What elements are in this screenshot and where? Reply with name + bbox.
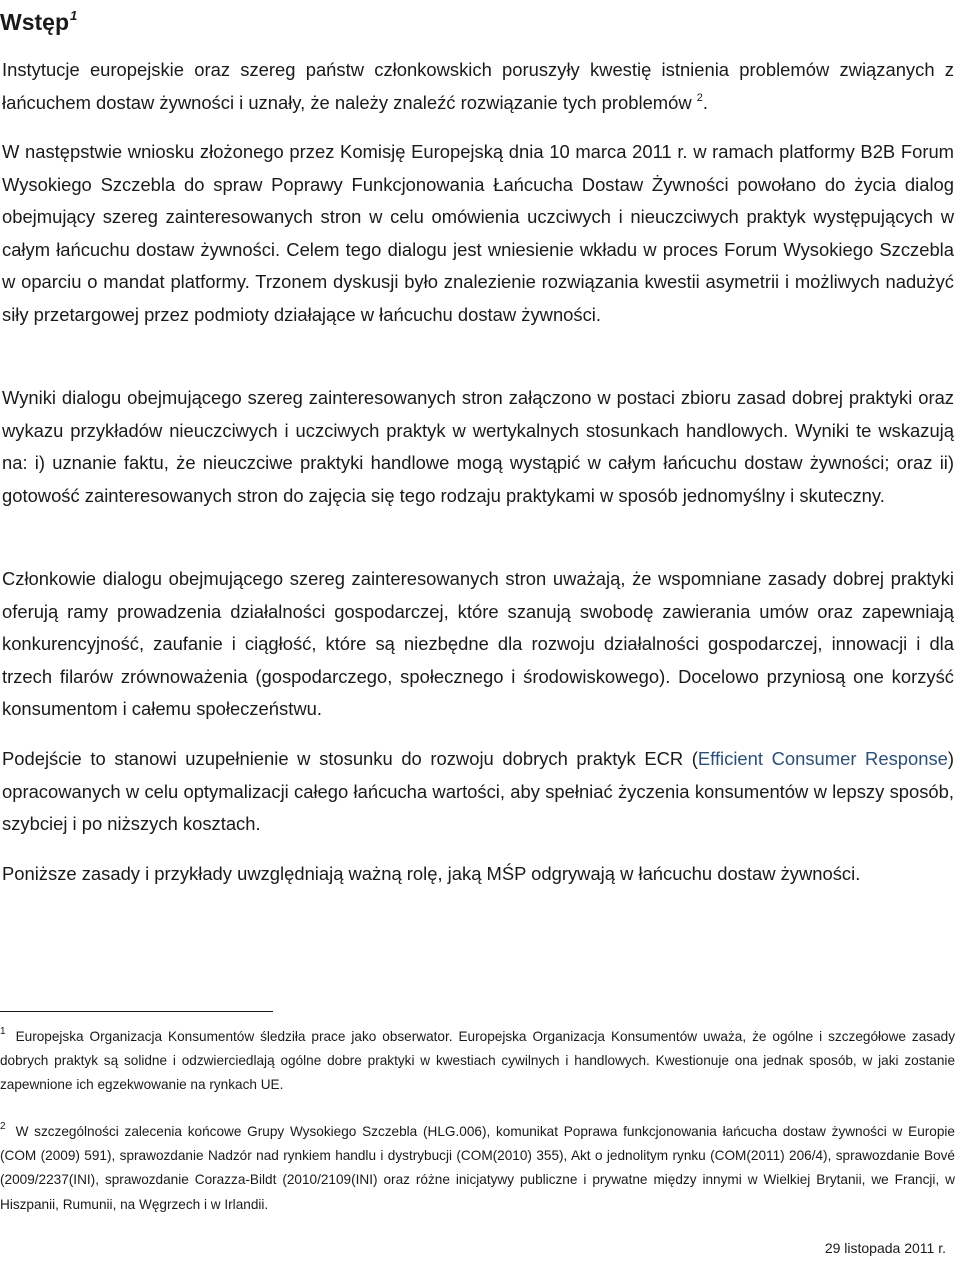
document-date: 29 listopada 2011 r. bbox=[824, 1240, 946, 1256]
footnote-ref-2[interactable]: 2 bbox=[696, 91, 703, 104]
page-title-text: Wstęp bbox=[0, 9, 69, 35]
paragraph-1 bbox=[2, 54, 954, 119]
ecr-term: Efficient Consumer Response bbox=[697, 748, 948, 769]
paragraph-1-end: . bbox=[702, 91, 708, 113]
footnote-1-text: Europejska Organizacja Konsumentów śledziła prace jako obserwator. Europejska Organizacja Konsumentów uważa, że ogólne i szczegółowe zasady dobrych praktyk są solidne i odzwierciedlają ogólne dobre praktyki w kwestiach cywilnych i handlowych. Kwestionuje ona jednak sposób, w jaki zostanie zapewnione ich egzekwowanie na rynkach UE. bbox=[0, 1029, 955, 1093]
footnote-2 bbox=[0, 1120, 955, 1217]
footnote-2-text: W szczególności zalecenia końcowe Grupy Wysokiego Szczebla (HLG.006), komunikat Poprawa funkcjonowania łańcucha dostaw żywności w Europie (COM (2009) 591), sprawozdanie Nadzór nad rynkiem handlu i dystrybucji (COM(2010) 355), Akt o jednolitym rynku (COM(2011) 206/4), sprawozdanie Bové (2009/2237(INI), sprawozdanie Corazza-Bildt (2010/2109(INI) oraz różne inicjatywy publiczne i prywatne między innymi w Wielkiej Brytanii, we Francji, w Hiszpanii, Rumunii, na Węgrzech i w Irlandii. bbox=[0, 1124, 955, 1212]
paragraph-5-text-b: ) opracowanych w celu optymalizacji całego łańcucha wartości, aby spełniać życzenia konsumentów w lepszy sposób, szybciej i po niższych kosztach. bbox=[2, 748, 954, 835]
paragraph-2: W następstwie wniosku złożonego przez Komisję Europejską dnia 10 marca 2011 r. w ramach platformy B2B Forum Wysokiego Szczebla do spraw Poprawy Funkcjonowania Łańcucha Dostaw Żywności powołano do życia dialog obejmujący szereg zainteresowanych stron w celu omówienia uczciwych i nieuczciwych praktyk występujących w całym łańcuchu dostaw żywności. Celem tego dialogu jest wniesienie wkładu w proces Forum Wysokiego Szczebla w oparciu o mandat platformy. Trzonem dyskusji było znalezienie rozwiązania kwestii asymetrii i możliwych nadużyć siły przetargowej przez podmioty działające w łańcuchu dostaw żywności. bbox=[2, 141, 954, 325]
footnote-divider bbox=[0, 1011, 273, 1012]
paragraph-6: Poniższe zasady i przykłady uwzględniają ważną rolę, jaką MŚP odgrywają w łańcuchu dostaw żywności. bbox=[2, 863, 861, 884]
paragraph-5 bbox=[2, 743, 954, 841]
footnote-2-number: 2 bbox=[0, 1121, 6, 1132]
footnote-1 bbox=[0, 1025, 955, 1098]
paragraph-1-text: Instytucje europejskie oraz szereg państw członkowskich poruszyły kwestię istnienia problemów związanych z łańcuchem dostaw żywności i uznały, że należy znaleźć rozwiązanie tych problemów bbox=[2, 59, 954, 113]
paragraph-3: Wyniki dialogu obejmującego szereg zainteresowanych stron załączono w postaci zbioru zasad dobrej praktyki oraz wykazu przykładów nieuczciwych i uczciwych praktyk w wertykalnych stosunkach handlowych. Wyniki te wskazują na: i) uznanie faktu, że nieuczciwe praktyki handlowe mogą wystąpić w całym łańcuchu dostaw żywności; oraz ii) gotowość zainteresowanych stron do zajęcia się tego rodzaju praktykami w sposób jednomyślny i skuteczny. bbox=[2, 387, 954, 506]
footnote-ref-1[interactable]: 1 bbox=[70, 8, 78, 23]
paragraph-4: Członkowie dialogu obejmującego szereg zainteresowanych stron uważają, że wspomniane zasady dobrej praktyki oferują ramy prowadzenia działalności gospodarczej, które szanują swobodę zawierania umów oraz zapewniają konkurencyjność, zaufanie i ciągłość, które są niezbędne dla rozwoju działalności gospodarczej, innowacji i dla trzech filarów zrównoważenia (gospodarczego, społecznego i środowiskowego). Docelowo przyniosą one korzyść konsumentom i całemu społeczeństwu. bbox=[2, 568, 954, 720]
footnote-1-number: 1 bbox=[0, 1026, 6, 1037]
paragraph-5-text-a: Podejście to stanowi uzupełnienie w stosunku do rozwoju dobrych praktyk ECR ( bbox=[2, 748, 698, 769]
page-title bbox=[0, 0, 77, 38]
